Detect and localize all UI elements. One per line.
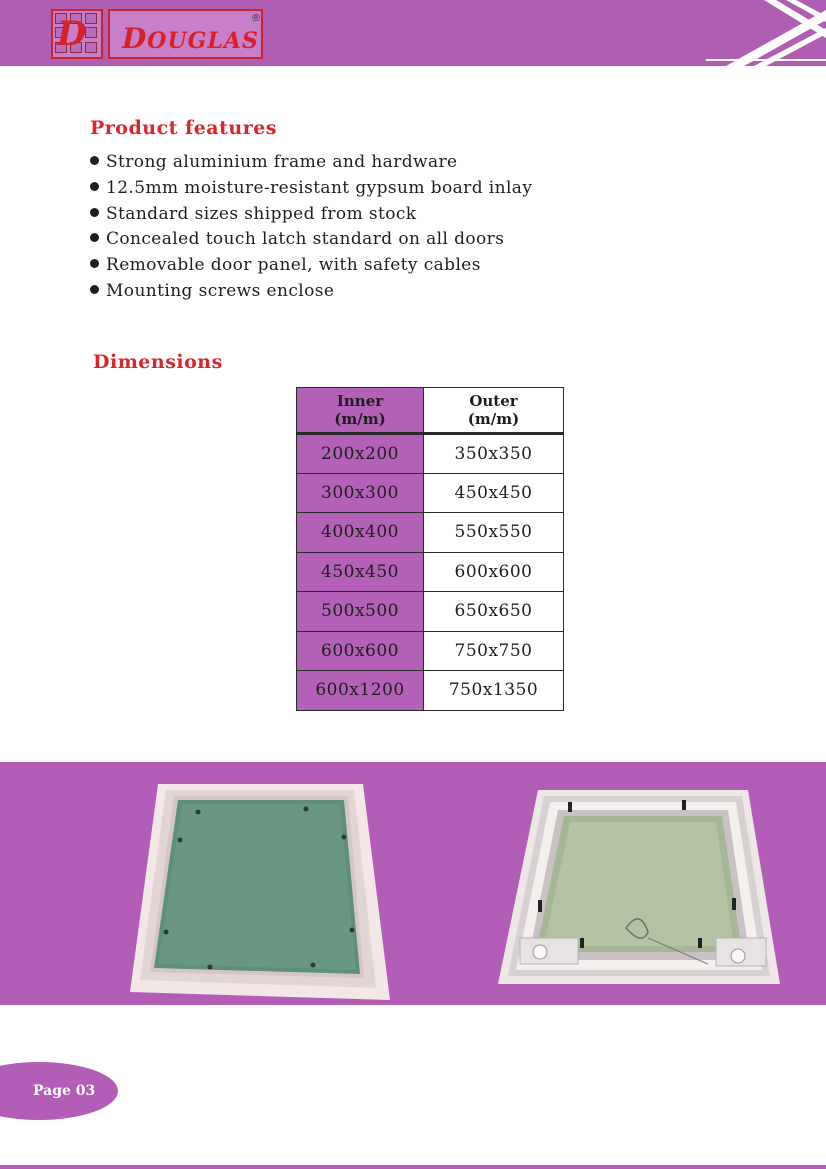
table-row: [297, 434, 564, 474]
logo-mark: D: [57, 14, 87, 54]
header-band: [0, 0, 826, 66]
feature-text: 12.5mm moisture-resistant gypsum board inlay: [106, 177, 533, 198]
features-title: Product features: [90, 117, 277, 139]
logo-grid-icon: [51, 9, 103, 59]
brand-rest: OUGLAS: [147, 28, 259, 54]
outer-size: 550x550: [424, 513, 564, 553]
inner-header-label: Inner: [336, 392, 384, 410]
corner-stripes-icon: [706, 0, 826, 66]
feature-text: Concealed touch latch standard on all doors: [106, 229, 505, 250]
table-header-row: [297, 388, 564, 434]
page-number: Page 03: [33, 1083, 96, 1099]
brand-name: [122, 22, 259, 55]
inner-size: 600x600: [297, 631, 424, 671]
dimensions-title: Dimensions: [93, 351, 223, 373]
list-item: [90, 150, 532, 176]
brand-logo: [108, 9, 263, 59]
table-row: [297, 473, 564, 513]
features-list: [90, 150, 532, 305]
inner-size: 600x1200: [297, 671, 424, 711]
bullet-icon: [90, 208, 99, 217]
photo-band: [0, 762, 826, 1005]
bullet-icon: [90, 156, 99, 165]
bullet-icon: [90, 285, 99, 294]
list-item: [90, 176, 532, 202]
bottom-rule: [0, 1165, 826, 1169]
inner-size: 300x300: [297, 473, 424, 513]
inner-size: 500x500: [297, 592, 424, 632]
outer-size: 750x750: [424, 631, 564, 671]
access-panel-open-photo: [498, 788, 780, 986]
outer-header-label: Outer: [469, 392, 518, 410]
table-row: [297, 552, 564, 592]
feature-text: Mounting screws enclose: [106, 280, 335, 301]
outer-size: 600x600: [424, 552, 564, 592]
inner-size: 200x200: [297, 434, 424, 474]
list-item: [90, 253, 532, 279]
outer-size: 450x450: [424, 473, 564, 513]
feature-text: Strong aluminium frame and hardware: [106, 152, 458, 172]
bullet-icon: [90, 233, 99, 242]
list-item: [90, 227, 532, 253]
outer-header: [424, 388, 564, 434]
access-panel-closed-photo: [128, 782, 393, 1002]
outer-size: 650x650: [424, 592, 564, 632]
table-row: [297, 671, 564, 711]
list-item: [90, 279, 532, 305]
brand-initial: D: [122, 22, 148, 55]
inner-header: [297, 388, 424, 434]
outer-size: 750x1350: [424, 671, 564, 711]
inner-size: 400x400: [297, 513, 424, 553]
inner-header-unit: (m/m): [334, 410, 386, 428]
feature-text: Standard sizes shipped from stock: [106, 203, 417, 224]
dimensions-table: [296, 387, 564, 711]
feature-text: Removable door panel, with safety cables: [106, 255, 481, 276]
inner-size: 450x450: [297, 552, 424, 592]
bullet-icon: [90, 259, 99, 268]
list-item: [90, 202, 532, 228]
outer-size: 350x350: [424, 434, 564, 474]
registered-mark: ®: [251, 13, 261, 24]
outer-header-unit: (m/m): [467, 410, 520, 428]
bullet-icon: [90, 182, 99, 191]
table-row: [297, 513, 564, 553]
table-row: [297, 592, 564, 632]
table-row: [297, 631, 564, 671]
